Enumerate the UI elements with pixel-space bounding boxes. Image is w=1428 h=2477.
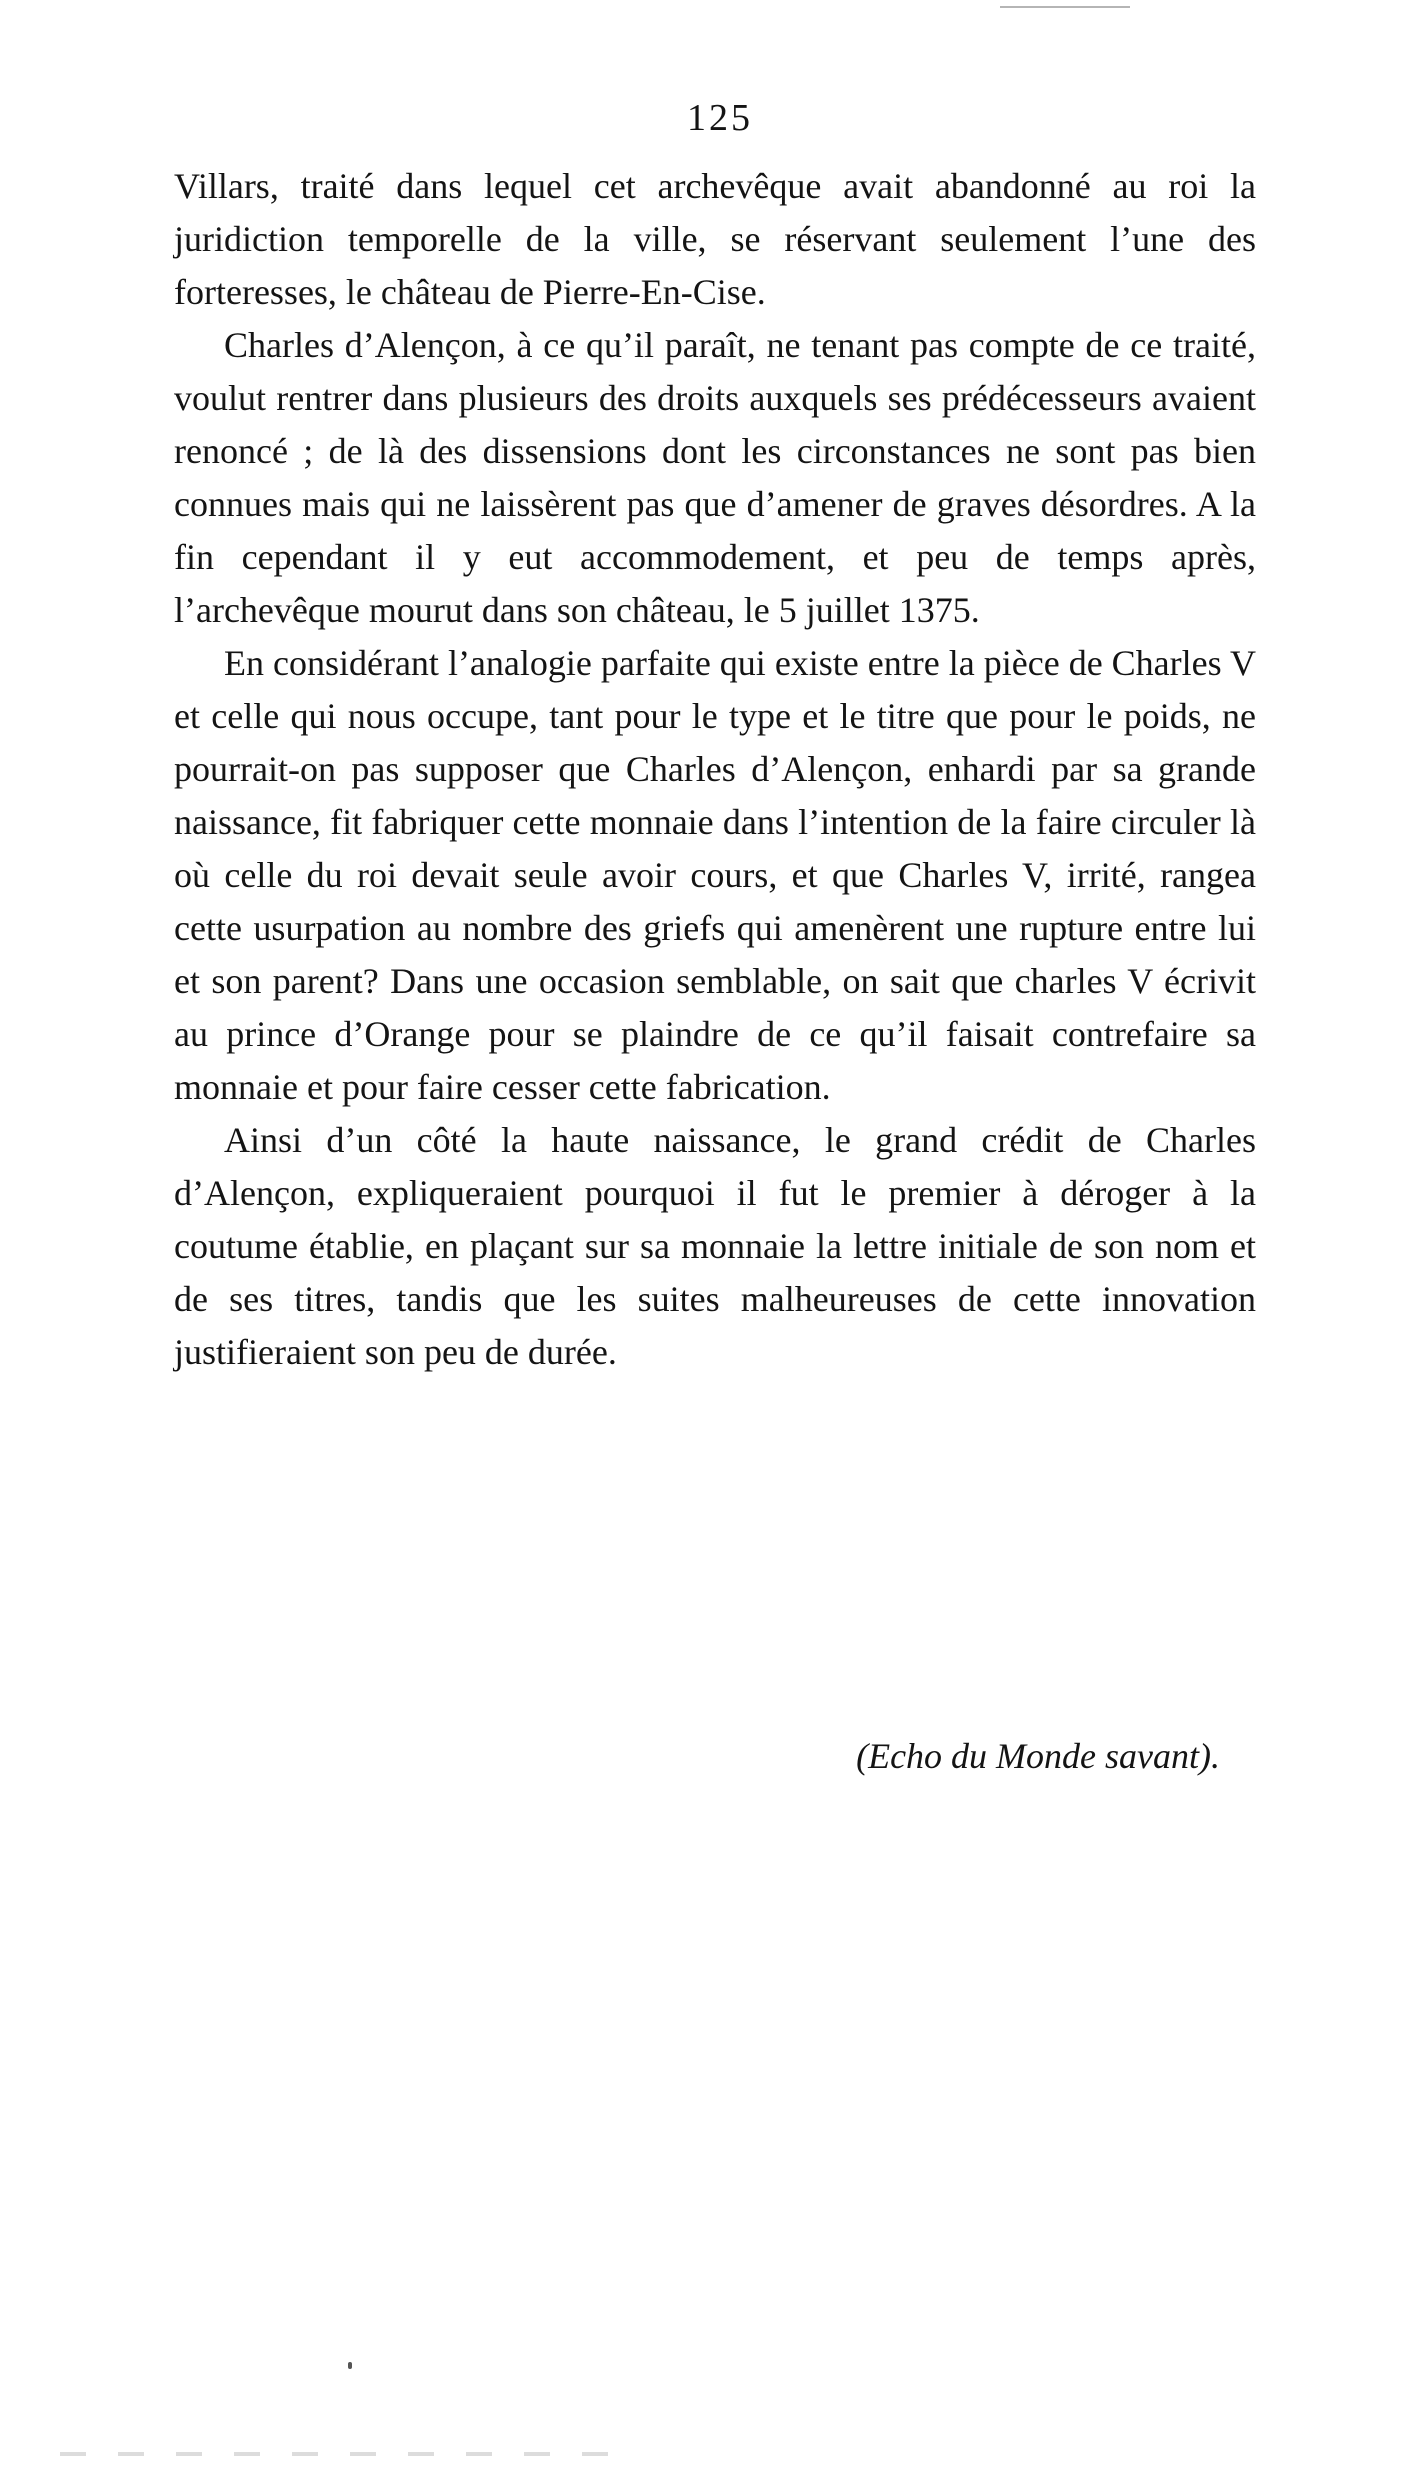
bottom-edge-specks [60, 2452, 620, 2456]
paragraph-conclusion: Ainsi d’un côté la haute naissance, le grand crédit de Charles d’Alençon, expliqueraient pourquoi il fut le premier à déroger à la coutume établie, en plaçant sur sa monnaie la lettre initiale de son nom et de ses titres, tandis que les suites malheureuses de cette innovation justifieraient son peu de durée. [174, 1120, 1256, 1372]
page-number: 125 [687, 97, 753, 139]
body-text [174, 160, 1256, 1379]
top-edge-rule [1000, 6, 1130, 8]
source-citation: (Echo du Monde savant). [856, 1736, 1220, 1776]
paragraph-analogy-coin: En considérant l’analogie parfaite qui existe entre la pièce de Charles V et celle qui nous occupe, tant pour le type et le titre que pour le poids, ne pourrait-on pas supposer que Charles d’Alençon, enhardi par sa grande naissance, fit fabriquer cette monnaie dans l’intention de la faire circuler là où celle du roi devait seule avoir cours, et que Charles V, irrité, rangea cette usurpation au nombre des griefs qui amenèrent une rupture entre lui et son parent? Dans une occasion semblable, on sait que charles V écrivit au prince d’Orange pour se plaindre de ce qu’il faisait contrefaire sa monnaie et pour faire cesser cette fabrication. [174, 643, 1256, 1107]
ink-speck [348, 2362, 352, 2369]
paragraph-continuation: Villars, traité dans lequel cet archevêque avait abandonné au roi la juridiction temporelle de la ville, se réservant seulement l’une des forteresses, le château de Pierre-En-Cise. [174, 166, 1256, 312]
paragraph-charles-alencon-dissensions: Charles d’Alençon, à ce qu’il paraît, ne tenant pas compte de ce traité, voulut rentrer dans plusieurs des droits auxquels ses prédécesseurs avaient renoncé ; de là des dissensions dont les circonstances ne sont pas bien connues mais qui ne laissèrent pas que d’amener de graves désordres. A la fin cependant il y eut accommodement, et peu de temps après, l’archevêque mourut dans son château, le 5 juillet 1375. [174, 325, 1256, 630]
